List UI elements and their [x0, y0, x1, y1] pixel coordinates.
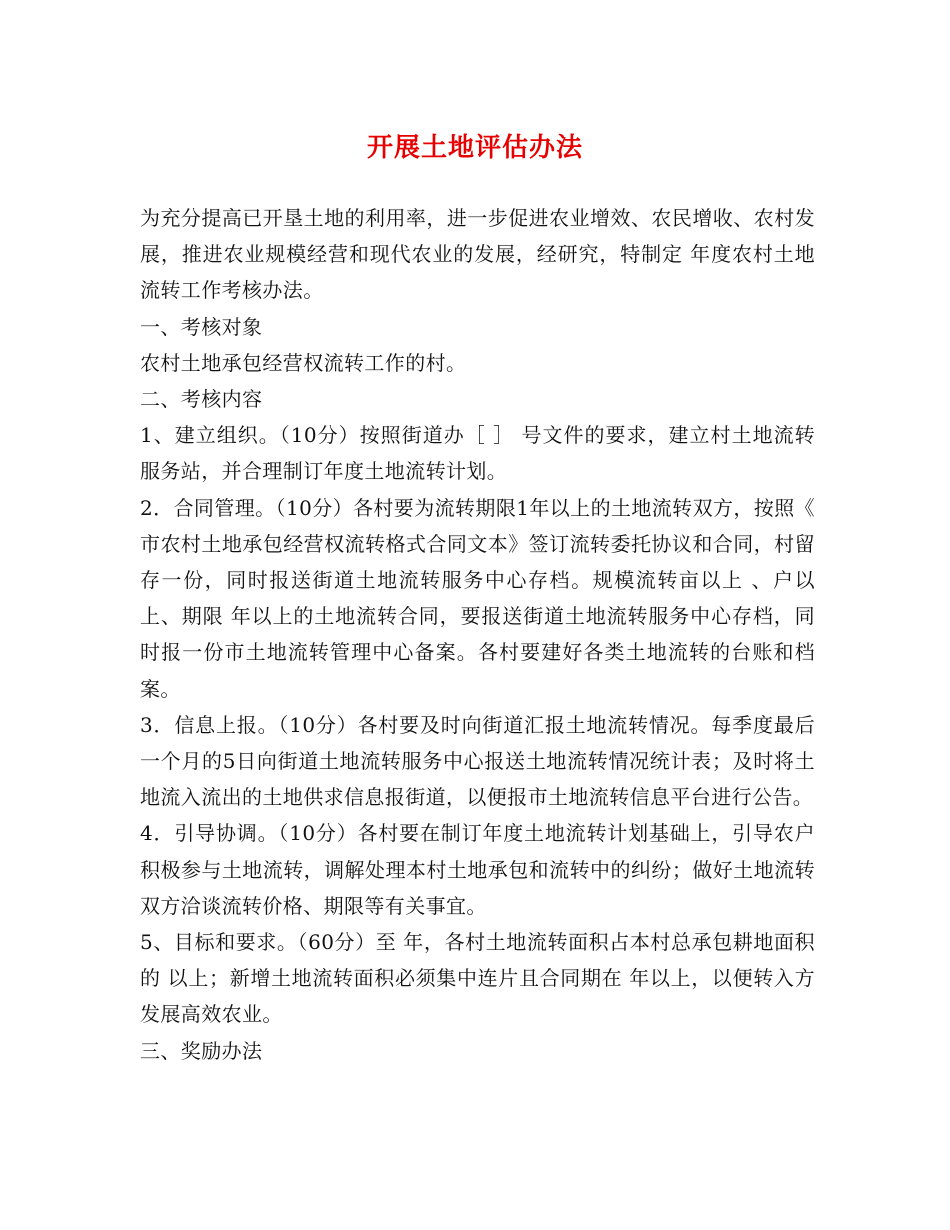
document-body — [140, 200, 815, 1069]
item-contract-management: 2．合同管理。（10分）各村要为流转期限1年以上的土地流转双方，按照《 市农村土地承包经营权流转格式合同文本》签订流转委托协议和合同，村留存一份，同时报送街道土地流转服务中心存档。规模流转亩以上 、户以上、期限 年以上的土地流转合同，要报送街道土地流转服务中心存档，同时报一份市土地流转管理中心备案。各村要建好各类土地流转的台账和档案。 — [140, 495, 815, 701]
document-title: 开展土地评估办法 — [366, 133, 583, 163]
item-establish-organization: 1、建立组织。（10分）按照街道办［ ］ 号文件的要求，建立村土地流转服务站，并合理制订年度土地流转计划。 — [140, 423, 815, 484]
item-goals-requirements: 5、目标和要求。（60分）至 年，各村土地流转面积占本村总承包耕地面积的 以上；新增土地流转面积必须集中连片且合同期在 年以上，以便转入方发展高效农业。 — [140, 930, 815, 1027]
section-heading-rewards: 三、奖励办法 — [140, 1038, 263, 1063]
item-information-reporting: 3．信息上报。（10分）各村要及时向街道汇报土地流转情况。每季度最后一个月的5日向街道土地流转服务中心报送土地流转情况统计表；及时将土地流入流出的土地供求信息报街道，以便报市土地流转信息平台进行公告。 — [140, 712, 815, 810]
item-guidance-coordination: 4．引导协调。（10分）各村要在制订年度土地流转计划基础上，引导农户积极参与土地流转，调解处理本村土地承包和流转中的纠纷；做好土地流转双方洽谈流转价格、期限等有关事宜。 — [140, 821, 815, 918]
section-heading-assessment-content: 二、考核内容 — [140, 387, 263, 412]
assessment-target-text: 农村土地承包经营权流转工作的村。 — [140, 350, 467, 375]
intro-paragraph: 为充分提高已开垦土地的利用率，进一步促进农业增效、农民增收、农村发展，推进农业规模经营和现代农业的发展，经研究，特制定 年度农村土地流转工作考核办法。 — [140, 206, 815, 303]
section-heading-assessment-target: 一、考核对象 — [140, 314, 263, 339]
